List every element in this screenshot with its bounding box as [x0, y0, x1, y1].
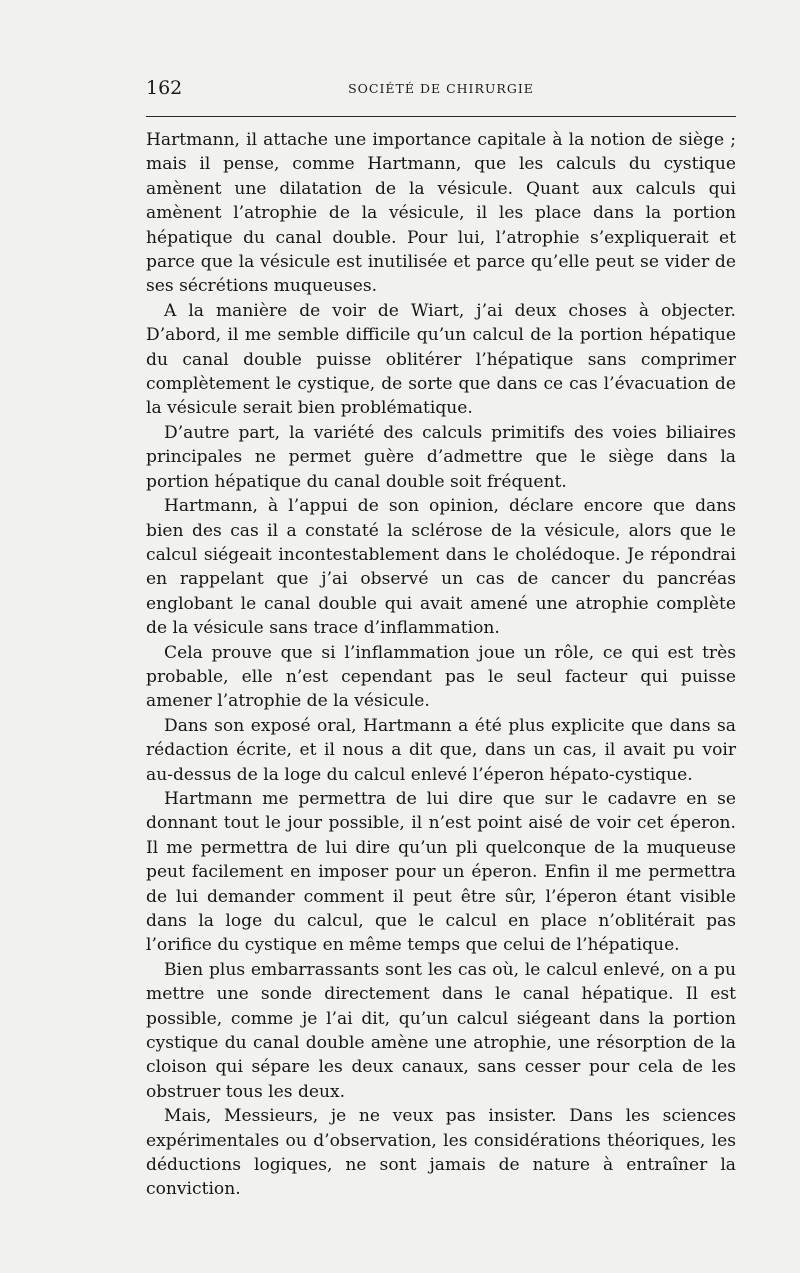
page-header: [146, 74, 736, 104]
paragraph: A la manière de voir de Wiart, j’ai deux choses à objecter. D’abord, il me semble difficile qu’un calcul de la portion hépatique du canal double puisse oblitérer l’hépatique sans comprimer complètement le cystique, de sorte que dans ce cas l’évacuation de la vésicule serait bien problématique.: [146, 300, 736, 419]
page-number: 162: [146, 77, 183, 99]
paragraph: Hartmann me permettra de lui dire que sur le cadavre en se donnant tout le jour possible, il n’est point aisé de voir cet éperon. Il me permettra de lui dire qu’un pli quelconque de la muqueuse peut facilement en imposer pour un éperon. Enfin il me permettra de lui demander comment il peut être sûr, l’éperon étant visible dans la loge du calcul, que le calcul en place n’oblitérait pas l’orifice du cystique en même temps que celui de l’hépatique.: [146, 788, 736, 956]
paragraph-continued: Hartmann, il attache une importance capitale à la notion de siège ; mais il pense, comme Hartmann, que les calculs du cystique amènent une dilatation de la vésicule. Quant aux calculs qui amènent l’atrophie de la vésicule, il les place dans la portion hépatique du canal double. Pour lui, l’atrophie s’expliquerait et parce que la vésicule est inutilisée et parce qu’elle peut se vider de ses sécrétions muqueuses.: [146, 130, 736, 297]
body-text: [146, 128, 736, 1202]
paragraph: Mais, Messieurs, je ne veux pas insister. Dans les sciences expérimentales ou d’observation, les considérations théoriques, les déductions logiques, ne sont jamais de nature à entraîner la conviction.: [146, 1106, 736, 1200]
paragraph: Dans son exposé oral, Hartmann a été plus explicite que dans sa rédaction écrite, et il nous a dit que, dans un cas, il avait pu voir au-dessus de la loge du calcul enlevé l’éperon hépato-cystique.: [146, 715, 736, 785]
paragraph: Hartmann, à l’appui de son opinion, déclare encore que dans bien des cas il a constaté la sclérose de la vésicule, alors que le calcul siégeait incontestablement dans le cholédoque. Je répondrai en rappelant que j’ai observé un cas de cancer du pancréas englobant le canal double qui avait amené une atrophie complète de la vésicule sans trace d’inflammation.: [146, 496, 736, 639]
header-rule: [146, 116, 736, 117]
running-title: SOCIÉTÉ DE CHIRURGIE: [348, 81, 534, 96]
paragraph: Cela prouve que si l’inflammation joue un rôle, ce qui est très probable, elle n’est cependant pas le seul facteur qui puisse amener l’atrophie de la vésicule.: [146, 642, 736, 712]
paragraph: D’autre part, la variété des calculs primitifs des voies biliaires principales ne permet guère d’admettre que le siège dans la portion hépatique du canal double soit fréquent.: [146, 422, 736, 492]
paragraph: Bien plus embarrassants sont les cas où, le calcul enlevé, on a pu mettre une sonde directement dans le canal hépatique. Il est possible, comme je l’ai dit, qu’un calcul siégeant dans la portion cystique du canal double amène une atrophie, une résorption de la cloison qui sépare les deux canaux, sans cesser pour cela de les obstruer tous les deux.: [146, 959, 736, 1102]
